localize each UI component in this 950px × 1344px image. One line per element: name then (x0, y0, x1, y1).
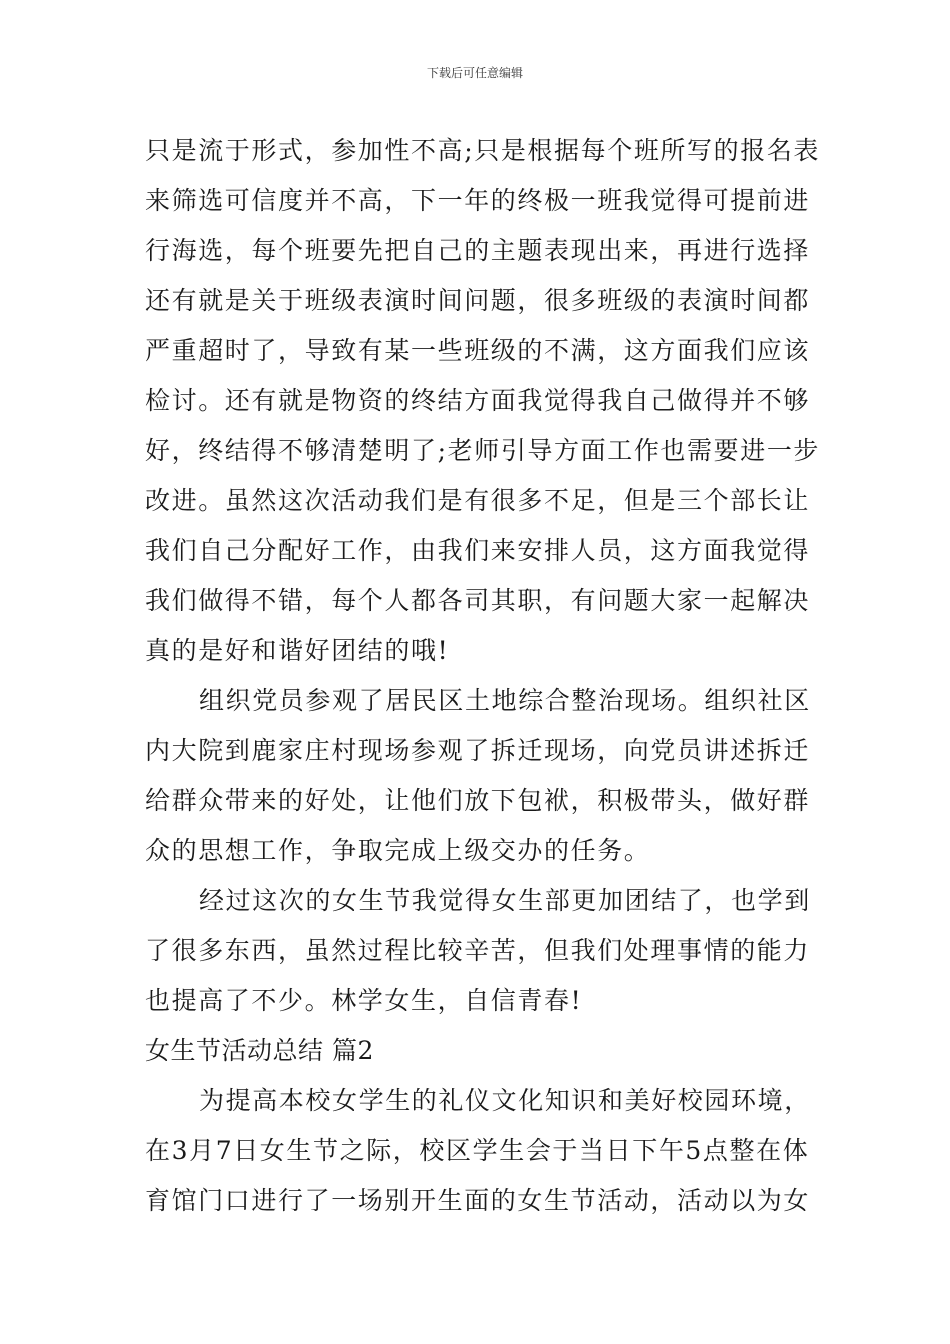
text-line: 我们做得不错，每个人都各司其职，有问题大家一起解决 (145, 586, 811, 615)
text-line: 在3月7日女生节之际，校区学生会于当日下午5点整在体 (145, 1136, 810, 1165)
text-line: 我们自己分配好工作，由我们来安排人员，这方面我觉得 (145, 536, 811, 565)
document-body (145, 126, 821, 1226)
text-line: 了很多东西，虽然过程比较辛苦，但我们处理事情的能力 (145, 936, 811, 965)
section-heading: 女生节活动总结 篇2 (145, 1036, 374, 1065)
text-line: 只是流于形式，参加性不高;只是根据每个班所写的报名表 (145, 136, 821, 165)
text-line: 也提高了不少。林学女生，自信青春! (145, 986, 583, 1015)
text-line: 内大院到鹿家庄村现场参观了拆迁现场，向党员讲述拆迁 (145, 736, 811, 765)
text-line: 组织党员参观了居民区土地综合整治现场。组织社区 (199, 686, 811, 715)
text-line: 经过这次的女生节我觉得女生部更加团结了，也学到 (199, 886, 811, 915)
text-line: 众的思想工作，争取完成上级交办的任务。 (145, 836, 651, 865)
text-line: 好，终结得不够清楚明了;老师引导方面工作也需要进一步 (145, 436, 821, 465)
text-line: 行海选，每个班要先把自己的主题表现出来，再进行选择 (145, 236, 811, 265)
text-line: 严重超时了，导致有某一些班级的不满，这方面我们应该 (145, 336, 811, 365)
text-line: 真的是好和谐好团结的哦! (145, 636, 450, 665)
text-line: 为提高本校女学生的礼仪文化知识和美好校园环境， (199, 1086, 811, 1115)
text-line: 改进。虽然这次活动我们是有很多不足，但是三个部长让 (145, 486, 811, 515)
text-line: 给群众带来的好处，让他们放下包袱，积极带头，做好群 (145, 786, 811, 815)
text-line: 还有就是关于班级表演时间问题，很多班级的表演时间都 (145, 286, 811, 315)
text-line: 育馆门口进行了一场别开生面的女生节活动，活动以为女 (145, 1186, 811, 1215)
text-line: 检讨。还有就是物资的终结方面我觉得我自己做得并不够 (145, 386, 811, 415)
page-header: 下载后可任意编辑 (426, 66, 523, 80)
text-line: 来筛选可信度并不高，下一年的终极一班我觉得可提前进 (145, 186, 811, 215)
